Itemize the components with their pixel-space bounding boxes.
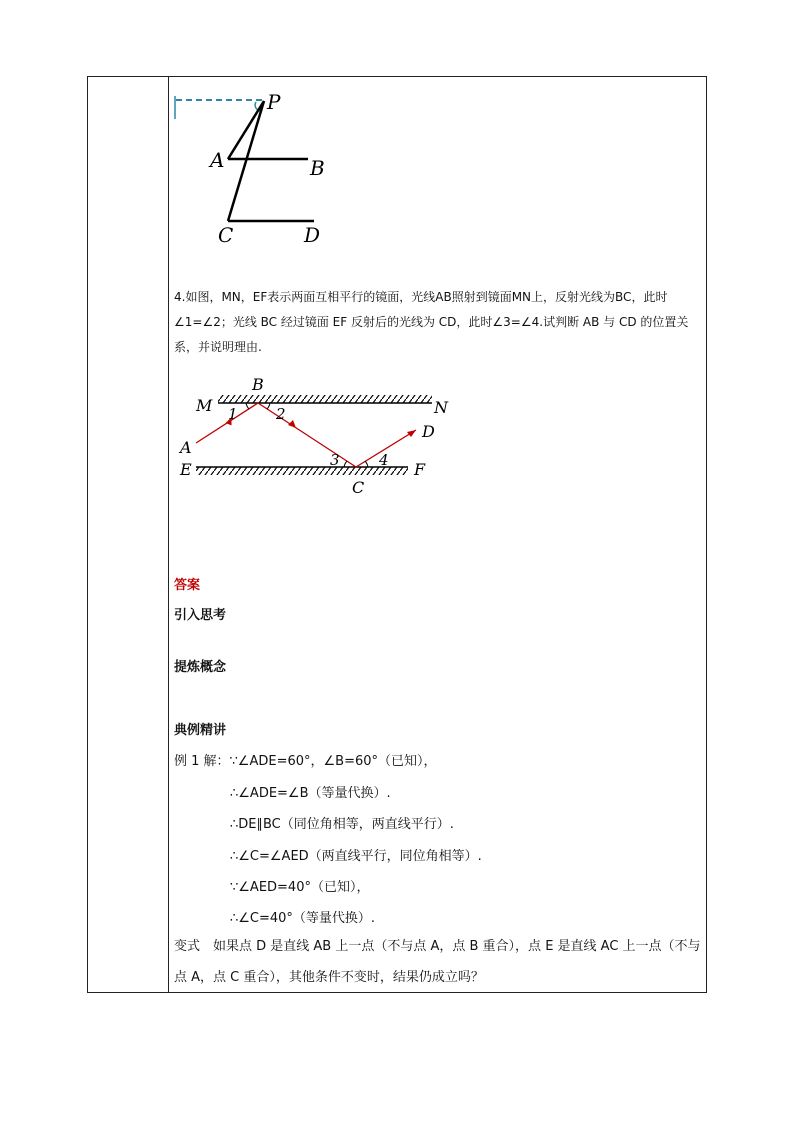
label-b: B — [310, 156, 325, 180]
mirror-mn-hatch — [218, 395, 432, 403]
label-d2: D — [422, 422, 435, 441]
label-b2: B — [252, 375, 264, 394]
angle-2-arc — [267, 403, 270, 409]
label-n: N — [434, 398, 448, 417]
solution-line-3: ∴DE∥BC（同位角相等，两直线平行）. — [230, 817, 454, 832]
label-m: M — [196, 396, 213, 415]
answer-title: 答案 — [174, 578, 201, 593]
label-angle-4: 4 — [379, 451, 389, 469]
label-angle-3: 3 — [330, 451, 340, 469]
variant-question: 变式 如果点 D 是直线 AB 上一点（不与点 A，点 B 重合），点 E 是直线 AC 上一点（不与点 A，点 C 重合），其他条件不变时，结果仍成立吗？ — [174, 939, 701, 985]
content-table — [87, 76, 707, 993]
label-angle-1: 1 — [228, 405, 238, 423]
figure-mirror-reflection — [178, 375, 468, 505]
left-column — [88, 77, 169, 992]
mirror-ef-hatch — [196, 467, 408, 475]
arrow-bc — [288, 420, 296, 428]
section-introduce-thinking: 引入思考 — [174, 608, 227, 623]
arrow-cd — [407, 430, 416, 437]
label-angle-2: 2 — [276, 405, 286, 423]
segment-pa — [228, 101, 264, 159]
solution-line-4: ∴∠C=∠AED（两直线平行，同位角相等）. — [230, 849, 482, 864]
figure-parallel-lines-p — [174, 87, 354, 247]
label-c2: C — [352, 478, 365, 497]
angle-3-arc — [344, 461, 347, 467]
label-a2: A — [180, 438, 192, 457]
label-p: P — [267, 90, 281, 114]
solution-line-6: ∴∠C=40°（等量代换）. — [230, 911, 376, 926]
section-example-explanation: 典例精讲 — [174, 723, 227, 738]
ray-bc — [258, 403, 356, 467]
section-refine-concept: 提炼概念 — [174, 660, 227, 675]
question-4-text: 4.如图，MN，EF表示两面互相平行的镜面，光线AB照射到镜面MN上，反射光线为BC，此时∠1=∠2；光线 BC 经过镜面 EF 反射后的光线为 CD，此时∠3=∠4.试判断 AB 与 CD 的位置关系，并说明理由. — [174, 290, 689, 354]
right-column — [174, 77, 700, 992]
label-e: E — [180, 460, 192, 479]
angle-4-arc — [365, 461, 368, 467]
angle-1-arc — [246, 403, 249, 409]
label-a: A — [210, 148, 225, 172]
solution-line-1: 例 1 解：∵∠ADE=60°，∠B=60°（已知）， — [174, 754, 437, 769]
solution-line-2: ∴∠ADE=∠B（等量代换）. — [230, 786, 391, 801]
label-c: C — [218, 223, 234, 247]
label-f: F — [414, 460, 426, 479]
solution-line-5: ∵∠AED=40°（已知）， — [230, 880, 370, 895]
label-d: D — [304, 223, 321, 247]
segment-pc — [228, 101, 264, 221]
